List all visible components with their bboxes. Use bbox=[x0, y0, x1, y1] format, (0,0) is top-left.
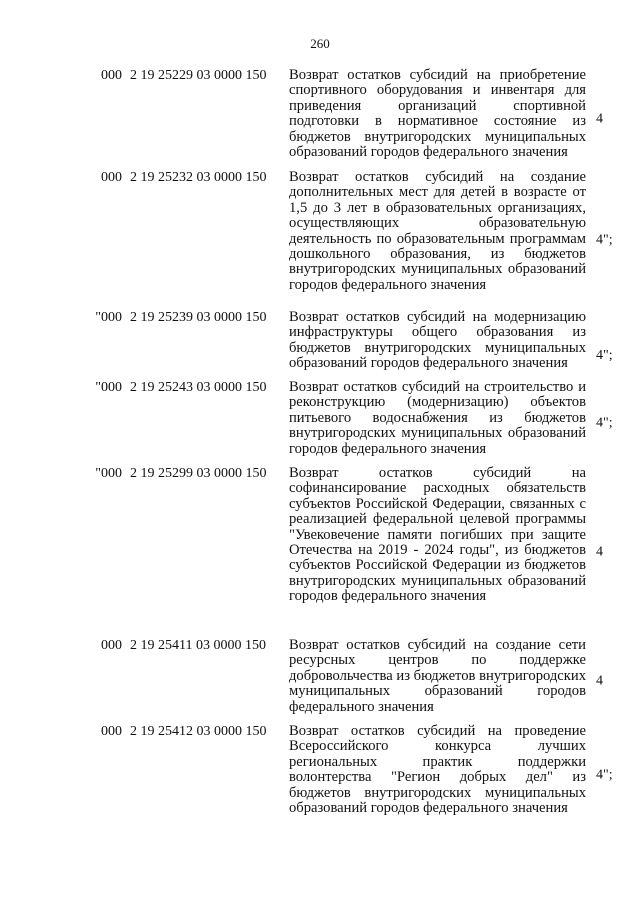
admin-code: 000 bbox=[101, 170, 122, 185]
table-row bbox=[0, 380, 640, 466]
income-name: Возврат остатков субсидий на софинансирование расходных обязательств субъектов Российской Федерации, связанных с реализацией федеральной целевой программы "Увековечение памяти погибших при защите Отечества на 2019 - 2024 годы", из бюджетов субъектов Российской Федерации из бюджетов внутригородских муниципальных образований городов федерального значения bbox=[289, 465, 586, 605]
admin-code: "000 bbox=[95, 466, 122, 481]
row-number: 4"; bbox=[596, 347, 613, 363]
admin-code: "000 bbox=[95, 310, 122, 325]
row-number: 4"; bbox=[596, 767, 613, 783]
row-number: 4"; bbox=[596, 415, 613, 431]
budget-classification-code: 2 19 25411 03 0000 150 bbox=[130, 638, 266, 653]
income-name: Возврат остатков субсидий на создание дополнительных мест для детей в возрасте от 1,5 до 3 лет в образовательных организациях, осуществляющих образовательную деятельность по образовательным программам дошкольного образования, из бюджетов внутригородских муниципальных образований городов федерального значения bbox=[289, 169, 586, 293]
income-name: Возврат остатков субсидий на строительство и реконструкцию (модернизацию) объектов питьевого водоснабжения из бюджетов внутригородских муниципальных образований городов федерального значения bbox=[289, 379, 586, 457]
table-row bbox=[0, 638, 640, 724]
budget-classification-code: 2 19 25239 03 0000 150 bbox=[130, 310, 267, 325]
row-number: 4 bbox=[596, 111, 603, 127]
table-row bbox=[0, 724, 640, 826]
row-number: 4"; bbox=[596, 232, 613, 248]
income-name: Возврат остатков субсидий на приобретение спортивного оборудования и инвентаря для приведения организаций спортивной подготовки в нормативное состояние из бюджетов внутригородских муниципальных образований городов федерального значения bbox=[289, 67, 586, 161]
admin-code: 000 bbox=[101, 68, 122, 83]
table-row bbox=[0, 466, 640, 638]
budget-classification-code: 2 19 25299 03 0000 150 bbox=[130, 466, 267, 481]
income-name: Возврат остатков субсидий на модернизацию инфраструктуры общего образования из бюджетов внутригородских муниципальных образований городов федерального значения bbox=[289, 309, 586, 372]
table-row bbox=[0, 170, 640, 310]
income-name: Возврат остатков субсидий на проведение Всероссийского конкурса лучших региональных практик поддержки волонтерства "Регион добрых дел" из бюджетов внутригородских муниципальных образований городов федерального значения bbox=[289, 723, 586, 817]
budget-classification-code: 2 19 25229 03 0000 150 bbox=[130, 68, 267, 83]
table-row bbox=[0, 310, 640, 380]
table-row bbox=[0, 68, 640, 170]
admin-code: "000 bbox=[95, 380, 122, 395]
budget-classification-code: 2 19 25232 03 0000 150 bbox=[130, 170, 267, 185]
budget-classification-code: 2 19 25412 03 0000 150 bbox=[130, 724, 267, 739]
admin-code: 000 bbox=[101, 724, 122, 739]
admin-code: 000 bbox=[101, 638, 122, 653]
row-number: 4 bbox=[596, 673, 603, 689]
page-number: 260 bbox=[310, 36, 330, 51]
income-name: Возврат остатков субсидий на создание сети ресурсных центров по поддержке добровольчества из бюджетов внутригородских муниципальных образований городов федерального значения bbox=[289, 637, 586, 715]
budget-classification-code: 2 19 25243 03 0000 150 bbox=[130, 380, 267, 395]
budget-code-table bbox=[0, 68, 640, 826]
row-number: 4 bbox=[596, 544, 603, 560]
